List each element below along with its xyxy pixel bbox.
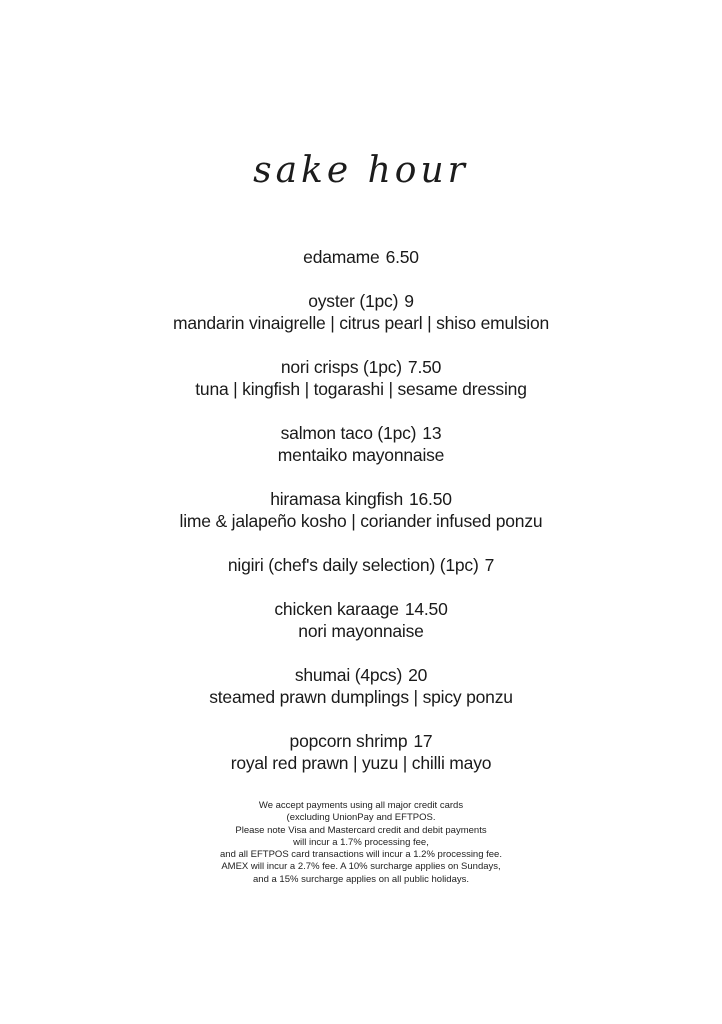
- menu-item-name: oyster (1pc): [308, 291, 399, 311]
- menu-list: [0, 246, 722, 796]
- menu-item-name: chicken karaage: [274, 599, 399, 619]
- menu-item: [0, 356, 722, 400]
- menu-item-line: [0, 422, 722, 444]
- menu-item-name: popcorn shrimp: [289, 731, 408, 751]
- payment-notice-line: and all EFTPOS card transactions will incur a 1.2% processing fee.: [220, 849, 502, 861]
- menu-item-description: nori mayonnaise: [298, 621, 424, 641]
- payment-notice-line: We accept payments using all major credit cards: [258, 800, 464, 811]
- menu-item-price: 17: [413, 731, 433, 751]
- menu-item-line: [0, 356, 722, 378]
- menu-item-price: 16.50: [408, 489, 452, 509]
- payment-notice-line: AMEX will incur a 2.7% fee. A 10% surcharge applies on Sundays,: [221, 861, 501, 873]
- payment-notice-line: and a 15% surcharge applies on all public holidays.: [253, 873, 469, 885]
- menu-item-line: [0, 290, 722, 312]
- payment-notice: [0, 800, 722, 886]
- menu-item-line: [0, 554, 722, 576]
- menu-item-price: 7: [484, 555, 495, 575]
- menu-item-line: [0, 598, 722, 620]
- menu-item-price: 7.50: [407, 357, 442, 377]
- menu-item: [0, 664, 722, 708]
- menu-item-name: shumai (4pcs): [294, 665, 403, 685]
- menu-item: [0, 488, 722, 532]
- menu-item-description: lime & jalapeño kosho | coriander infused ponzu: [179, 511, 543, 531]
- menu-item-description: royal red prawn | yuzu | chilli mayo: [230, 753, 492, 773]
- menu-item-line: [0, 488, 722, 510]
- menu-item-name: edamame: [303, 247, 380, 267]
- menu-item-description: steamed prawn dumplings | spicy ponzu: [209, 687, 513, 707]
- menu-item-price: 14.50: [404, 599, 448, 619]
- menu-item-line: [0, 664, 722, 686]
- payment-notice-line: will incur a 1.7% processing fee,: [293, 836, 429, 848]
- menu-item: [0, 422, 722, 466]
- menu-item-price: 9: [404, 291, 414, 311]
- menu-title: sake hour: [253, 150, 469, 191]
- menu-item: [0, 554, 722, 576]
- menu-item: [0, 598, 722, 642]
- menu-item: [0, 246, 722, 268]
- menu-item-price: 6.50: [385, 247, 419, 267]
- menu-item-line: [0, 730, 722, 752]
- menu-item-name: hiramasa kingfish: [270, 489, 403, 509]
- menu-item-name: salmon taco (1pc): [280, 423, 417, 443]
- menu-item-line: [0, 246, 722, 268]
- menu-item-description: mentaiko mayonnaise: [277, 445, 445, 465]
- menu-item-price: 20: [408, 665, 428, 685]
- menu-item: [0, 730, 722, 774]
- payment-notice-line: Please note Visa and Mastercard credit and debit payments: [235, 824, 487, 836]
- menu-item-description: tuna | kingfish | togarashi | sesame dressing: [195, 379, 527, 399]
- menu-item: [0, 290, 722, 334]
- menu-item-description: mandarin vinaigrelle | citrus pearl | shiso emulsion: [172, 313, 550, 333]
- payment-notice-line: (excluding UnionPay and EFTPOS.: [286, 812, 436, 824]
- menu-item-name: nori crisps (1pc): [280, 357, 402, 377]
- menu-item-price: 13: [422, 423, 442, 443]
- menu-item-name: nigiri (chef's daily selection) (1pc): [227, 555, 479, 575]
